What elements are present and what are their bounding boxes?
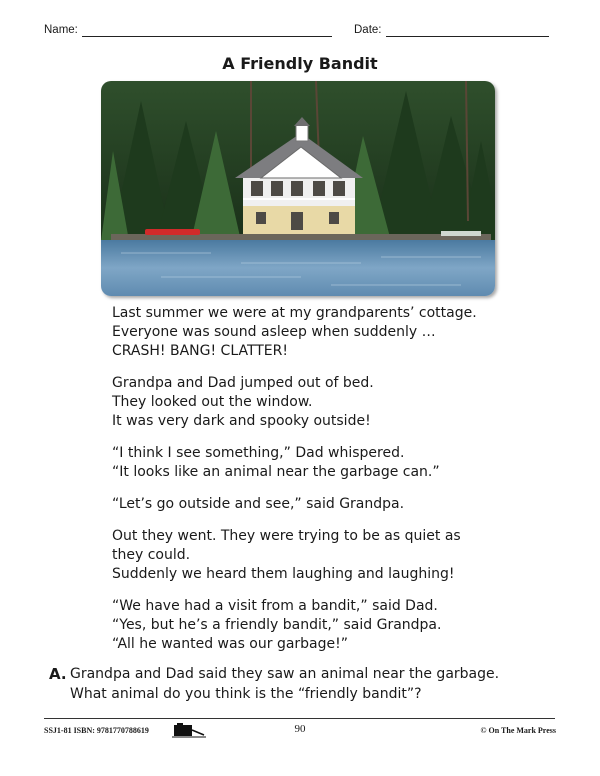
question-line: What animal do you think is the “friendly bandit”? bbox=[70, 686, 422, 702]
story-line: “It looks like an animal near the garbage can.” bbox=[112, 464, 440, 480]
paragraph bbox=[112, 374, 552, 431]
story-line: Everyone was sound asleep when suddenly … bbox=[112, 324, 436, 340]
footer-divider bbox=[44, 718, 555, 719]
story-line: Out they went. They were trying to be as quiet as bbox=[112, 528, 461, 544]
footer-isbn: SSJ1-81 ISBN: 9781770788619 bbox=[44, 726, 149, 735]
story-line: It was very dark and spooky outside! bbox=[112, 413, 371, 429]
paragraph bbox=[112, 304, 552, 361]
page-title: A Friendly Bandit bbox=[222, 54, 378, 73]
story-line: they could. bbox=[112, 547, 191, 563]
name-field[interactable] bbox=[44, 24, 332, 37]
story-line: Grandpa and Dad jumped out of bed. bbox=[112, 375, 374, 391]
date-blank-line[interactable] bbox=[386, 24, 549, 37]
story-line: “I think I see something,” Dad whispered. bbox=[112, 445, 405, 461]
date-field[interactable] bbox=[354, 24, 549, 37]
story-line: Suddenly we heard them laughing and laughing! bbox=[112, 566, 455, 582]
date-label: Date: bbox=[354, 24, 382, 36]
story-line: CRASH! BANG! CLATTER! bbox=[112, 343, 288, 359]
paragraph bbox=[112, 444, 552, 482]
story-line: “Yes, but he’s a friendly bandit,” said Grandpa. bbox=[112, 617, 442, 633]
paragraph bbox=[112, 527, 552, 584]
paragraph bbox=[112, 495, 552, 514]
boathouse-lake-photo bbox=[101, 81, 495, 296]
story-text bbox=[112, 304, 552, 667]
page-number: 90 bbox=[294, 723, 306, 735]
name-label: Name: bbox=[44, 24, 78, 36]
story-line: “We have had a visit from a bandit,” said Dad. bbox=[112, 598, 438, 614]
footer-publisher: © On The Mark Press bbox=[480, 726, 556, 735]
question-letter: A. bbox=[49, 665, 67, 683]
question-line: Grandpa and Dad said they saw an animal near the garbage. bbox=[70, 666, 500, 682]
story-line: Last summer we were at my grandparents’ cottage. bbox=[112, 305, 477, 321]
question-text bbox=[70, 664, 590, 704]
story-line: They looked out the window. bbox=[112, 394, 313, 410]
story-line: “All he wanted was our garbage!” bbox=[112, 636, 349, 652]
name-blank-line[interactable] bbox=[82, 24, 332, 37]
story-line: “Let’s go outside and see,” said Grandpa. bbox=[112, 496, 405, 512]
paragraph bbox=[112, 597, 552, 654]
